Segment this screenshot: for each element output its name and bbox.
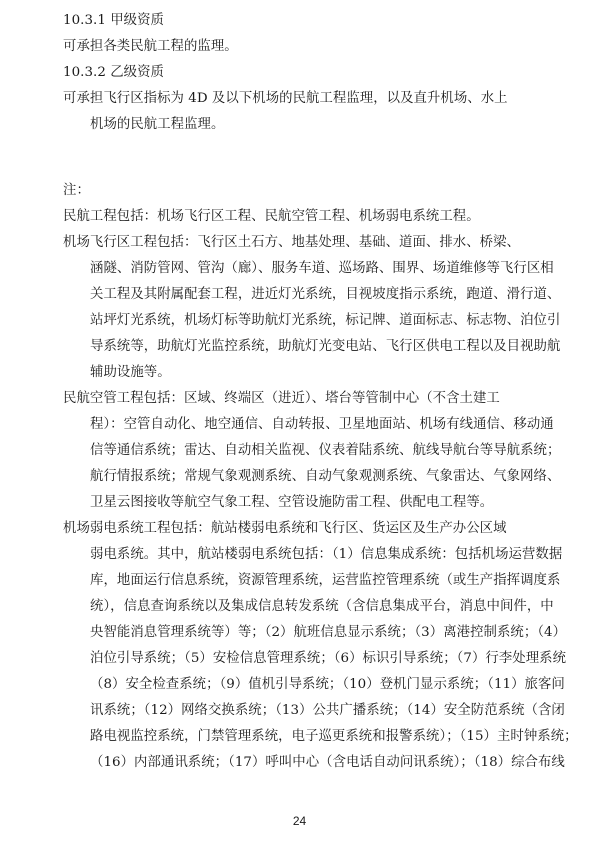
text-line: 卫星云图接收等航空气象工程、空管设施防雷工程、供配电工程等。 <box>90 495 494 510</box>
text-line: 弱电系统。其中，航站楼弱电系统包括：（1）信息集成系统：包括机场运营数据 <box>90 547 563 562</box>
text-line: 程）：空管自动化、地空通信、自动转报、卫星地面站、机场有线通信、移动通 <box>90 417 554 432</box>
note-label: 注： <box>63 183 90 198</box>
heading-grade-b: 10.3.2 乙级资质 <box>63 65 164 80</box>
text-line: 航行情报系统；常规气象观测系统、自动气象观测系统、气象雷达、气象网络、 <box>90 469 561 484</box>
heading-grade-a: 10.3.1 甲级资质 <box>63 13 164 28</box>
text-line: 可承担飞行区指标为 4D 及以下机场的民航工程监理，以及直升机场、水上 <box>63 91 508 106</box>
text-line: 涵隧、消防管网、管沟（廊）、服务车道、巡场路、围界、场道维修等飞行区相 <box>90 261 554 276</box>
text-line: （8）安全检查系统；（9）值机引导系统；（10）登机门显示系统；（11）旅客问 <box>90 677 565 692</box>
text-line: （16）内部通讯系统；（17）呼叫中心（含电话自动问讯系统）；（18）综合布线 <box>90 755 565 770</box>
text-line: 央智能消息管理系统等）等；（2）航班信息显示系统；（3）离港控制系统；（4） <box>90 625 567 640</box>
text-line: 民航空管工程包括：区域、终端区（进近）、塔台等管制中心（不含土建工 <box>63 391 500 406</box>
text-line: 机场的民航工程监理。 <box>90 117 225 132</box>
text-line: 站坪灯光系统，机场灯标等助航灯光系统，标记牌、道面标志、标志物、泊位引 <box>90 313 561 328</box>
text-line: 导系统等，助航灯光监控系统，助航灯光变电站、飞行区供电工程以及目视助航 <box>90 339 561 354</box>
text-line: 讯系统；（12）网络交换系统；（13）公共广播系统；（14）安全防范系统（含闭 <box>90 703 565 718</box>
text-line: 路电视监控系统，门禁管理系统，电子巡更系统和报警系统）；（15）主时钟系统； <box>90 729 578 744</box>
text-line: 库，地面运行信息系统，资源管理系统，运营监控管理系统（或生产指挥调度系 <box>90 573 561 588</box>
text-line: 信等通信系统；雷达、自动相关监视、仪表着陆系统、航线导航台等导航系统； <box>90 443 561 458</box>
body-text <box>0 8 599 776</box>
text-line: 民航工程包括：机场飞行区工程、民航空管工程、机场弱电系统工程。 <box>63 209 480 224</box>
text-line: 机场弱电系统工程包括：航站楼弱电系统和飞行区、货运区及生产办公区域 <box>63 521 507 536</box>
paragraph-gap <box>0 138 599 178</box>
text-line: 辅助设施等。 <box>90 365 171 380</box>
text-line: 机场飞行区工程包括：飞行区土石方、地基处理、基础、道面、排水、桥梁、 <box>63 235 520 250</box>
text-line: 关工程及其附属配套工程，进近灯光系统，目视坡度指示系统，跑道、滑行道、 <box>90 287 561 302</box>
text-line: 可承担各类民航工程的监理。 <box>63 39 238 54</box>
page-number: 24 <box>292 814 307 828</box>
text-line: 统），信息查询系统以及集成信息转发系统（含信息集成平台，消息中间件，中 <box>90 599 554 614</box>
text-line: 泊位引导系统；（5）安检信息管理系统；（6）标识引导系统；（7）行李处理系统 <box>90 651 567 666</box>
